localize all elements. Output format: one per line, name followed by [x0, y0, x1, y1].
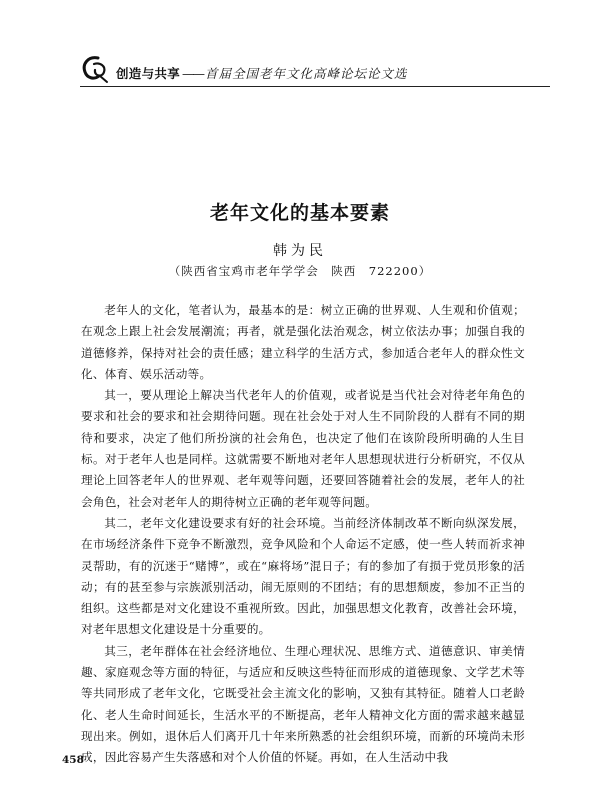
header-rule	[80, 86, 550, 87]
paragraph-intro: 老年人的文化，笔者认为，最基本的是：树立正确的世界观、人生观和价值观；在观念上跟上社会发展潮流；再者，就是强化法治观念，树立依法办事；加强自我的道德修养，保持对社会的责任感；建立科学的生活方式，参加适合老年人的群众性文化、体育、娱乐活动等。	[81, 303, 525, 381]
paragraph-first-point: 其一，要从理论上解决当代老年人的价值观，或者说是当代社会对待老年角色的要求和社会的要求和社会期待问题。现在社会处于对人生不同阶段的人群有不同的期待和要求，决定了他们所扮演的社会角色，也决定了他们在该阶段所明确的人生目标。对于老年人也是同样。这就需要不断地对老年人思想现状进行分析研究，不仅从理论上回答老年人的世界观、老年观等问题，还要回答随着社会的发展，老年人的社会角色，社会对老年人的期待树立正确的老年观等问题。	[81, 388, 525, 509]
article-body	[81, 300, 525, 769]
series-subtitle: 首届全国老年文化高峰论坛论文选	[205, 66, 408, 81]
author-affiliation: （陕西省宝鸡市老年学学会 陕西 722200）	[168, 264, 432, 278]
paragraph-third-point: 其三，老年群体在社会经济地位、生理心理状况、思维方式、道德意识、审美情趣、家庭观念等方面的特征，与适应和反映这些特征而形成的道德现象、文学艺术等等共同形成了老年文化，它既受社会主流文化的影响，又独有其特征。随着人口老龄化、老人生命时间延长，生活水平的不断提高，老年人精神文化方面的需求越来越显现出来。例如，退休后人们离开几十年来所熟悉的社会组织环境，而新的环境尚未形成，因此容易产生失落感和对个人价值的怀疑。再如，在人生活动中我	[81, 643, 525, 765]
series-name: 创造与共享	[116, 66, 181, 81]
page-number: 458	[62, 754, 84, 766]
article-title: 老年文化的基本要素	[209, 202, 390, 224]
article-author: 韩为民	[273, 243, 327, 259]
header-text	[116, 64, 408, 82]
header-separator: ——	[182, 66, 204, 81]
paragraph-second-point: 其二，老年文化建设要求有好的社会环境。当前经济体制改革不断向纵深发展，在市场经济条件下竞争不断激烈，竞争风险和个人命运不定感，使一些人转而祈求神灵帮助，有的沉迷于“赌博”，或在“麻将场”混日子；有的参加了有损于党员形象的活动；有的甚至参与宗族派别活动，闹无原则的不团结；有的思想颓废，参加不正当的组织。这些都是对文化建设不重视所致。因此，加强思想文化教育，改善社会环境，对老年思想文化建设是十分重要的。	[81, 515, 525, 637]
running-header	[80, 50, 550, 90]
series-logo-icon	[80, 54, 112, 84]
